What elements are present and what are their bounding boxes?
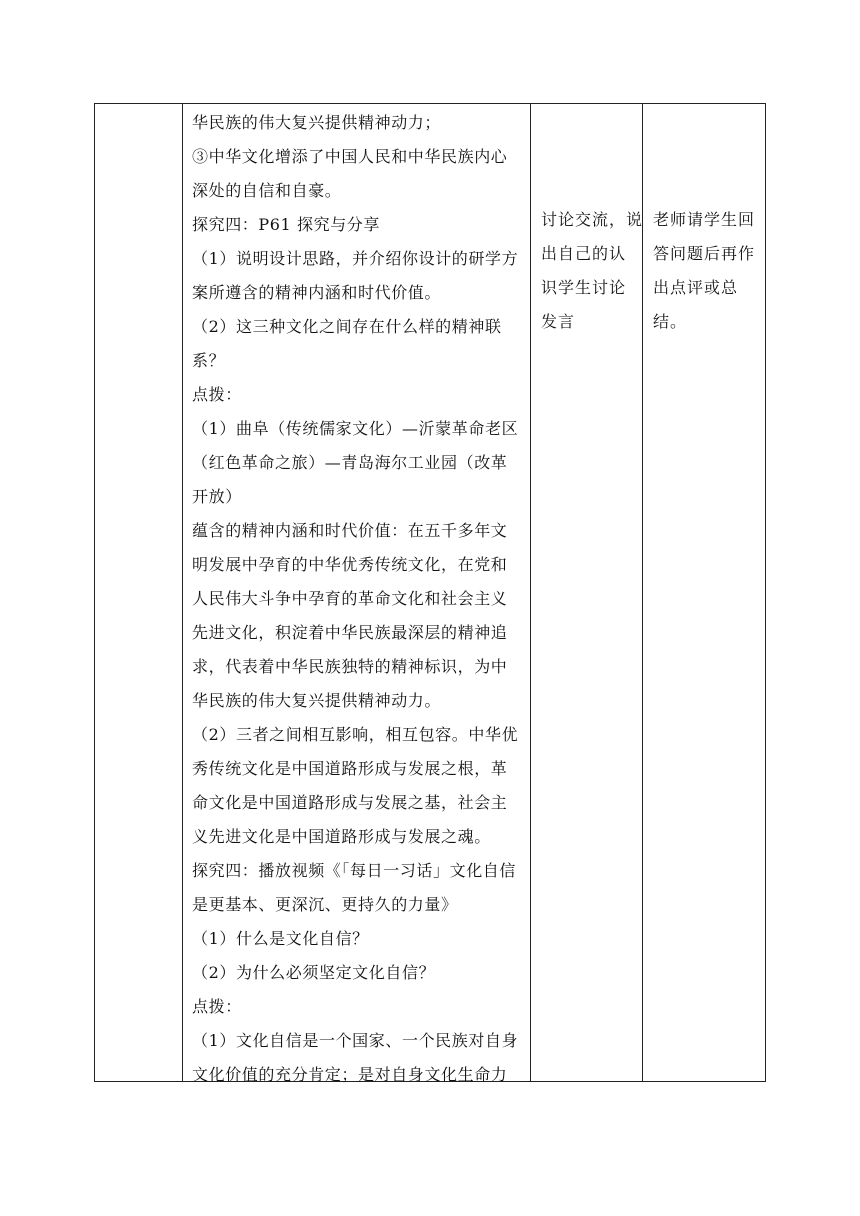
content-line: （2）三者之间相互影响，相互包容。中华优 xyxy=(192,725,519,744)
content-line: 华民族的伟大复兴提供精神动力； xyxy=(192,113,442,132)
content-line: 探究四：P61 探究与分享 xyxy=(192,215,381,234)
content-line: 秀传统文化是中国道路形成与发展之根，革 xyxy=(192,759,508,778)
content-line: ③中华文化增添了中国人民和中华民族内心 xyxy=(192,147,508,166)
content-line: 案所遵含的精神内涵和时代价值。 xyxy=(192,283,442,302)
student-activity-cell xyxy=(531,104,643,1081)
student-line: 讨论交流，说 xyxy=(541,210,644,229)
student-line: 出自己的认 xyxy=(541,244,627,263)
teaching-content-cell xyxy=(183,104,531,1084)
content-line: 命文化是中国道路形成与发展之基，社会主 xyxy=(192,793,508,812)
student-line: 识学生讨论 xyxy=(541,278,627,297)
content-line: （1）说明设计思路，并介绍你设计的研学方 xyxy=(192,249,519,268)
content-line: 先进文化，积淀着中华民族最深层的精神追 xyxy=(192,623,508,642)
content-line: 文化价值的充分肯定；是对自身文化生命力 xyxy=(192,1065,508,1084)
teacher-note-cell xyxy=(643,104,767,1081)
content-line: 义先进文化是中国道路形成与发展之魂。 xyxy=(192,827,491,846)
content-line: 系？ xyxy=(192,351,226,370)
content-line: （红色革命之旅）—青岛海尔工业园（改革 xyxy=(192,453,508,472)
teacher-line: 老师请学生回 xyxy=(653,210,756,229)
content-line: 明发展中孕育的中华优秀传统文化，在党和 xyxy=(192,555,508,574)
content-line: （2）为什么必须坚定文化自信？ xyxy=(192,963,436,982)
teacher-line: 出点评或总 xyxy=(653,278,739,297)
content-line: （1）曲阜（传统儒家文化）—沂蒙革命老区 xyxy=(192,419,519,438)
content-line: 蕴含的精神内涵和时代价值：在五千多年文 xyxy=(192,521,508,540)
content-line: 人民伟大斗争中孕育的革命文化和社会主义 xyxy=(192,589,508,608)
content-line: 是更基本、更深沉、更持久的力量》 xyxy=(192,895,458,914)
lesson-table xyxy=(94,103,766,1082)
teacher-line: 结。 xyxy=(653,312,688,331)
content-line: 华民族的伟大复兴提供精神动力。 xyxy=(192,691,442,710)
content-line: （1）文化自信是一个国家、一个民族对自身 xyxy=(192,1031,519,1050)
content-line: 深处的自信和自豪。 xyxy=(192,181,342,200)
content-line: 开放） xyxy=(192,487,242,506)
content-line: 探究四：播放视频《「每日一习话」文化自信 xyxy=(192,861,517,880)
content-line: （1）什么是文化自信？ xyxy=(192,929,369,948)
content-line: （2）这三种文化之间存在什么样的精神联 xyxy=(192,317,502,336)
student-line: 发言 xyxy=(541,312,576,331)
teacher-line: 答问题后再作 xyxy=(653,244,756,263)
content-line: 点拨： xyxy=(192,385,242,404)
content-line: 点拨： xyxy=(192,997,242,1016)
content-line: 求，代表着中华民族独特的精神标识，为中 xyxy=(192,657,508,676)
